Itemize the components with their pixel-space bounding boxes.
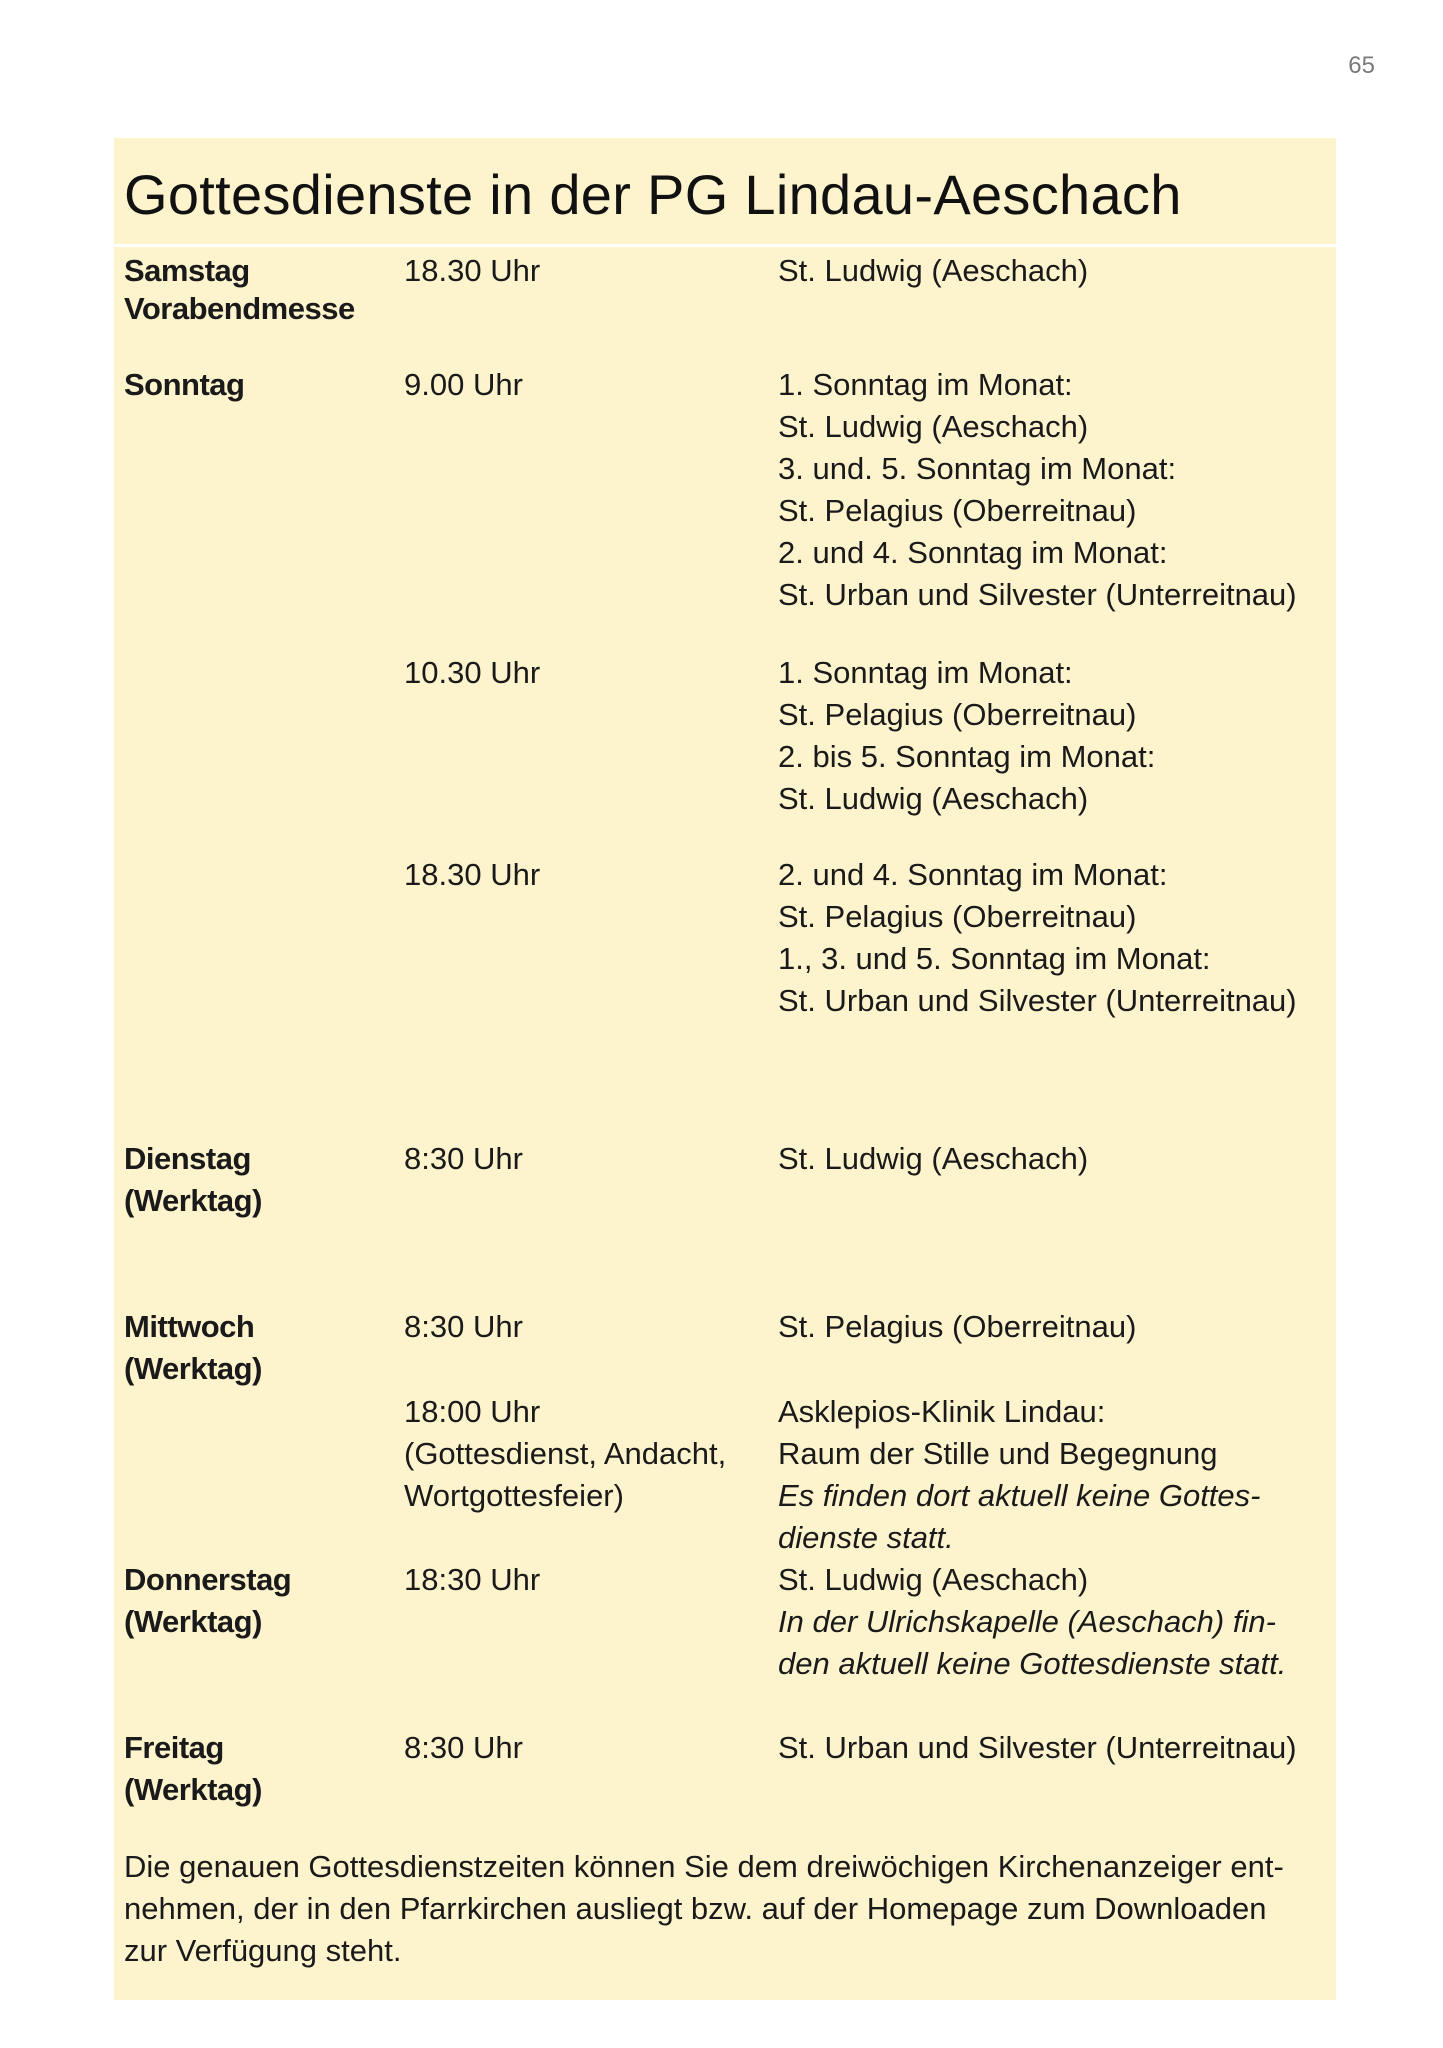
place-note: In der Ulrichskapelle (Aeschach) fin- — [778, 1604, 1276, 1639]
place-note: den aktuell keine Gottesdienste statt. — [778, 1646, 1287, 1681]
time-label: 9.00 Uhr — [404, 367, 523, 402]
day-cell — [124, 364, 394, 406]
place-cell — [778, 1559, 1338, 1685]
place-line: St. Pelagius (Oberreitnau) — [778, 697, 1137, 732]
place-cell — [778, 252, 1338, 290]
time-cell — [404, 652, 764, 694]
place-line: 3. und. 5. Sonntag im Monat: — [778, 451, 1177, 486]
page-title: Gottesdienste in der PG Lindau-Aeschach — [124, 163, 1182, 226]
place-line: Asklepios-Klinik Lindau: — [778, 1394, 1106, 1429]
time-label: 18:00 Uhr — [404, 1394, 541, 1429]
place-line: St. Ludwig (Aeschach) — [778, 781, 1089, 816]
time-cell — [404, 1727, 764, 1769]
footer-line: zur Verfügung steht. — [124, 1933, 402, 1968]
place-cell — [778, 1306, 1338, 1348]
place-note: dienste statt. — [778, 1520, 954, 1555]
place-line: 2. bis 5. Sonntag im Monat: — [778, 739, 1156, 774]
footer-line: nehmen, der in den Pfarrkirchen ausliegt bzw. auf der Homepage zum Downloaden — [124, 1891, 1267, 1926]
title-divider — [114, 244, 1336, 247]
day-sublabel: (Werktag) — [124, 1604, 262, 1639]
place-cell — [778, 652, 1338, 820]
place-line: 2. und 4. Sonntag im Monat: — [778, 857, 1168, 892]
day-label: Dienstag — [124, 1141, 251, 1176]
place-line: St. Pelagius (Oberreitnau) — [778, 1309, 1137, 1344]
day-cell — [124, 1727, 394, 1811]
day-cell — [124, 1138, 394, 1222]
place-cell — [778, 1727, 1338, 1769]
place-line: St. Ludwig (Aeschach) — [778, 253, 1089, 288]
time-cell — [404, 1138, 764, 1180]
time-detail: (Gottesdienst, Andacht, — [404, 1436, 727, 1471]
time-label: 8:30 Uhr — [404, 1309, 523, 1344]
day-label: Samstag — [124, 253, 250, 288]
day-sublabel: (Werktag) — [124, 1351, 262, 1386]
day-sublabel: (Werktag) — [124, 1183, 262, 1218]
page-number: 65 — [1348, 52, 1375, 79]
footer-line: Die genauen Gottesdienstzeiten können Sie dem dreiwöchigen Kirchenanzeiger ent- — [124, 1849, 1284, 1884]
place-line: St. Pelagius (Oberreitnau) — [778, 899, 1137, 934]
place-line: St. Urban und Silvester (Unterreitnau) — [778, 983, 1297, 1018]
time-label: 18.30 Uhr — [404, 253, 541, 288]
day-label: Sonntag — [124, 367, 245, 402]
time-cell — [404, 1306, 764, 1348]
place-line: St. Pelagius (Oberreitnau) — [778, 493, 1137, 528]
time-cell — [404, 1391, 764, 1517]
day-sublabel: (Werktag) — [124, 1772, 262, 1807]
place-cell — [778, 854, 1338, 1022]
day-label: Freitag — [124, 1730, 224, 1765]
day-label: Mittwoch — [124, 1309, 255, 1344]
day-sublabel: Vorabendmesse — [124, 291, 355, 326]
time-label: 18.30 Uhr — [404, 857, 541, 892]
place-line: St. Urban und Silvester (Unterreitnau) — [778, 577, 1297, 612]
time-cell — [404, 252, 764, 290]
schedule-panel — [114, 138, 1336, 2000]
time-label: 8:30 Uhr — [404, 1730, 523, 1765]
place-line: 1. Sonntag im Monat: — [778, 655, 1073, 690]
time-cell — [404, 854, 764, 896]
time-detail: Wortgottesfeier) — [404, 1478, 624, 1513]
day-label: Donnerstag — [124, 1562, 292, 1597]
place-note: Es finden dort aktuell keine Gottes- — [778, 1478, 1261, 1513]
day-cell — [124, 1306, 394, 1390]
day-cell — [124, 252, 394, 328]
footer-note — [124, 1846, 1324, 1972]
day-cell — [124, 1559, 394, 1643]
time-label: 18:30 Uhr — [404, 1562, 541, 1597]
place-line: Raum der Stille und Begegnung — [778, 1436, 1218, 1471]
place-cell — [778, 364, 1338, 616]
time-label: 8:30 Uhr — [404, 1141, 523, 1176]
place-line: St. Urban und Silvester (Unterreitnau) — [778, 1730, 1297, 1765]
place-line: St. Ludwig (Aeschach) — [778, 1562, 1089, 1597]
place-line: 1., 3. und 5. Sonntag im Monat: — [778, 941, 1211, 976]
time-label: 10.30 Uhr — [404, 655, 541, 690]
time-cell — [404, 1559, 764, 1601]
place-line: 2. und 4. Sonntag im Monat: — [778, 535, 1168, 570]
place-line: 1. Sonntag im Monat: — [778, 367, 1073, 402]
place-line: St. Ludwig (Aeschach) — [778, 409, 1089, 444]
time-cell — [404, 364, 764, 406]
place-cell — [778, 1391, 1338, 1559]
place-line: St. Ludwig (Aeschach) — [778, 1141, 1089, 1176]
place-cell — [778, 1138, 1338, 1180]
